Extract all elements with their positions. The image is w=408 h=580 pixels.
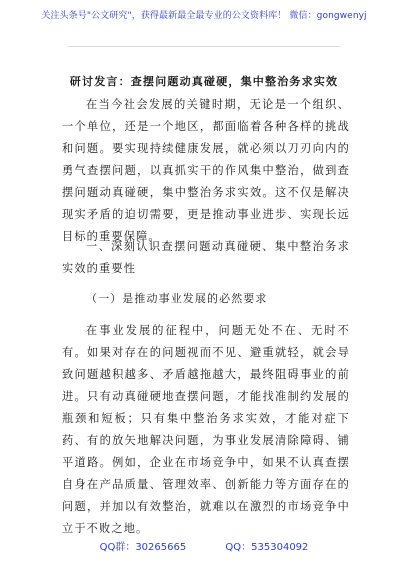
intro-paragraph: 在当今社会发展的关键时期，无论是一个组织、一个单位，还是一个地区，都面临着各种各样的挑战和问题。要实现持续健康发展，就必须以刀刃向内的勇气查摆问题，以真抓实干的作风集中整治，做到查摆问题动真碰硬，集中整治务求实效。这不仅是解决现实矛盾的迫切需要，更是推动事业进步、实现长远目标的重要保障。: [62, 98, 350, 243]
page-header-banner: 关注头条号"公文研究"，获得最新最全最专业的公文资料库！ 微信：gongwenyj: [41, 11, 367, 21]
subsection-heading: （一）是推动事业发展的必然要求: [86, 292, 268, 305]
body-paragraph: 在事业发展的征程中，问题无处不在、无时不有。如果对存在的问题视而不见、避重就轻，就会导致问题越积越多、矛盾越拖越大，最终阻碍事业的前进。只有动真碰硬地查摆问题，才能找准制约发展的瓶颈和短板；只有集中整治务求实效，才能对症下药、有的放矢地解决问题，为事业发展清除障碍、铺平道路。例如，企业在市场竞争中，如果不认真查摆自身在产品质量、管理效率、创新能力等方面存在的问题，并加以有效整治，就难以在激烈的市场竞争中立于不败之地。: [62, 324, 350, 535]
section-heading: 一、深刻认识查摆问题动真碰硬、集中整治务求实效的重要性: [62, 240, 350, 275]
page-footer: [0, 538, 408, 553]
footer-qq-contact: QQ：535304092: [225, 542, 309, 553]
footer-qq-group: QQ群：30265665: [99, 542, 187, 553]
document-title: 研讨发言：查摆问题动真碰硬，集中整治务求实效: [69, 75, 339, 88]
header-divider: [68, 46, 340, 47]
